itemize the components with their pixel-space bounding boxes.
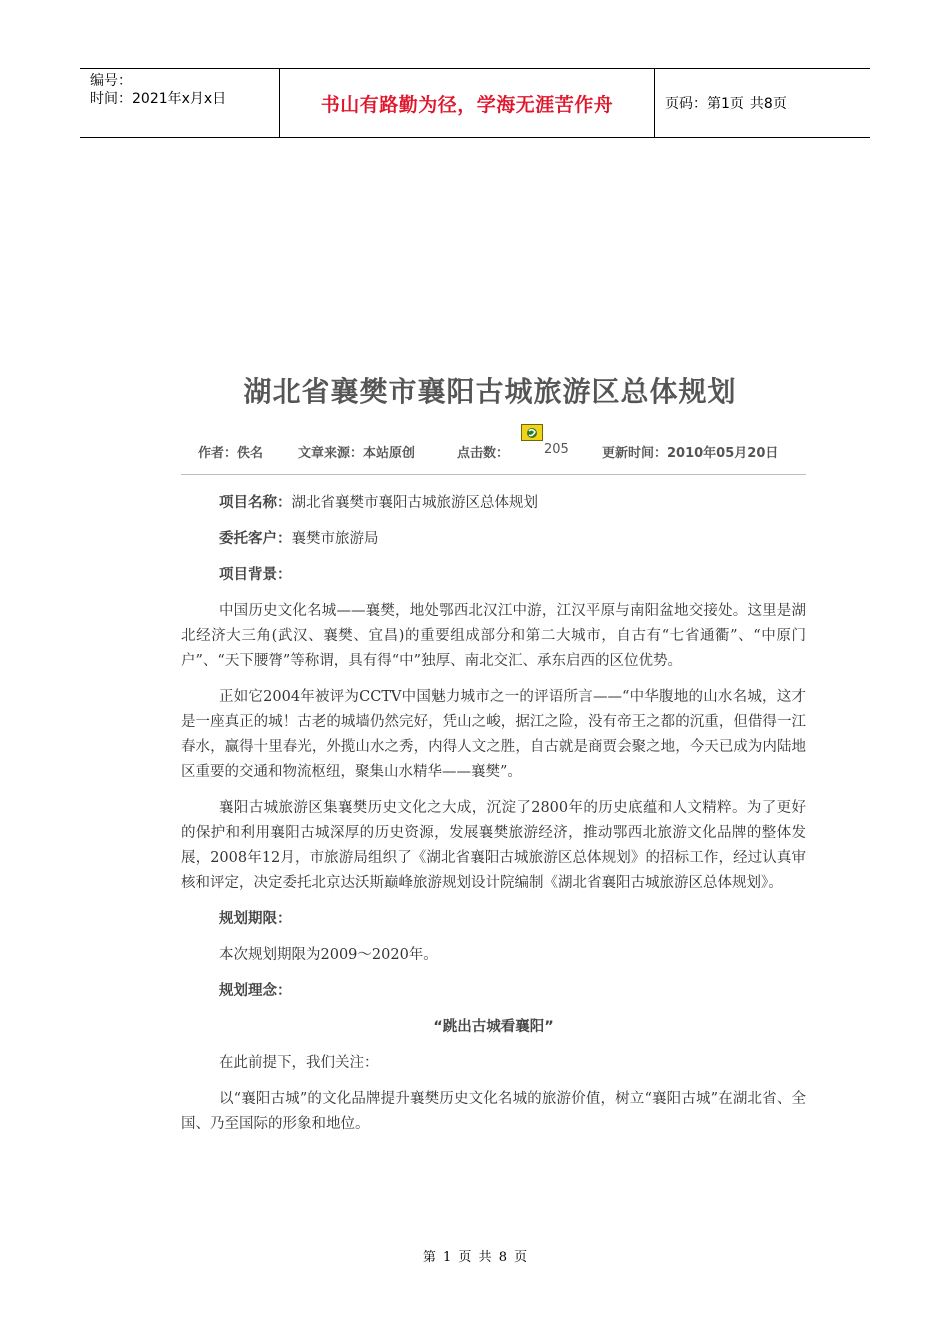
document-date-label: 时间：2021年x月x日	[90, 91, 227, 107]
period-text: 本次规划期限为2009～2020年。	[219, 947, 438, 963]
background-paragraph-3: 襄阳古城旅游区集襄樊历史文化之大成，沉淀了2800年的历史底蕴和人文精粹。为了更好的保护和利用襄阳古城深厚的历史资源，发展襄樊旅游经济，推动鄂西北旅游文化品牌的整体发展，2008年12月，市旅游局组织了《湖北省襄阳古城旅游区总体规划》的招标工作，经过认真审核和评定，决定委托北京达沃斯巅峰旅游规划设计院编制《湖北省襄阳古城旅游区总体规划》。	[181, 800, 806, 891]
header-page-number: 页码：第1页	[665, 96, 744, 112]
project-name-label: 项目名称：	[219, 495, 292, 511]
concept-heading	[181, 979, 806, 1004]
period-heading	[181, 907, 806, 932]
background-paragraph-1: 中国历史文化名城——襄樊，地处鄂西北汉江中游，江汉平原与南阳盆地交接处。这里是湖北经济大三角(武汉、襄樊、宜昌)的重要组成部分和第二大城市，自古有“七省通衢”、“中原门户”、“天下腰膂”等称谓，具有得“中”独厚、南北交汇、承东启西的区位优势。	[181, 603, 806, 669]
background-paragraph-2: 正如它2004年被评为CCTV中国魅力城市之一的评语所言——“中华腹地的山水名城，这才是一座真正的城！古老的城墙仍然完好，凭山之峻，据江之险，没有帝王之都的沉重，但借得一江春水，赢得十里春光，外揽山水之秀，内得人文之胜，自古就是商贾会聚之地，今天已成为内陆地区重要的交通和物流枢纽，聚集山水精华——襄樊”。	[181, 689, 806, 780]
background-label: 项目背景：	[219, 567, 292, 583]
document-header	[80, 68, 870, 138]
article-author: 作者：佚名	[198, 446, 264, 461]
focus-intro: 在此前提下，我们关注：	[219, 1055, 379, 1071]
article-hits-label: 点击数：	[457, 446, 510, 461]
header-page-total: 共8页	[749, 96, 787, 112]
meta-divider	[181, 474, 806, 475]
client-value: 襄樊市旅游局	[291, 531, 379, 547]
background-heading	[181, 563, 806, 588]
project-name-row	[181, 491, 806, 516]
client-row	[181, 527, 806, 552]
header-info-cell	[80, 69, 280, 137]
article-updated: 更新时间：2010年05月20日	[602, 446, 779, 461]
article-hits-value: 205	[544, 442, 569, 457]
client-label: 委托客户：	[219, 531, 292, 547]
concept-label: 规划理念：	[219, 983, 292, 999]
planning-slogan: “跳出古城看襄阳”	[433, 1019, 554, 1035]
hit-counter-icon	[521, 424, 543, 441]
page-footer: 第 1 页 共 8 页	[422, 1250, 528, 1265]
document-number-label: 编号：	[90, 73, 132, 89]
header-motto: 书山有路勤为径，学海无涯苦作舟	[280, 69, 655, 137]
article-source: 文章来源：本站原创	[298, 446, 416, 461]
period-label: 规划期限：	[219, 911, 292, 927]
header-page-cell	[655, 69, 870, 137]
project-name-value: 湖北省襄樊市襄阳古城旅游区总体规划	[291, 495, 538, 511]
focus-paragraph: 以“襄阳古城”的文化品牌提升襄樊历史文化名城的旅游价值，树立“襄阳古城”在湖北省、全国、乃至国际的形象和地位。	[181, 1091, 806, 1132]
article-body	[181, 488, 806, 1137]
article-title: 湖北省襄樊市襄阳古城旅游区总体规划	[243, 375, 737, 408]
